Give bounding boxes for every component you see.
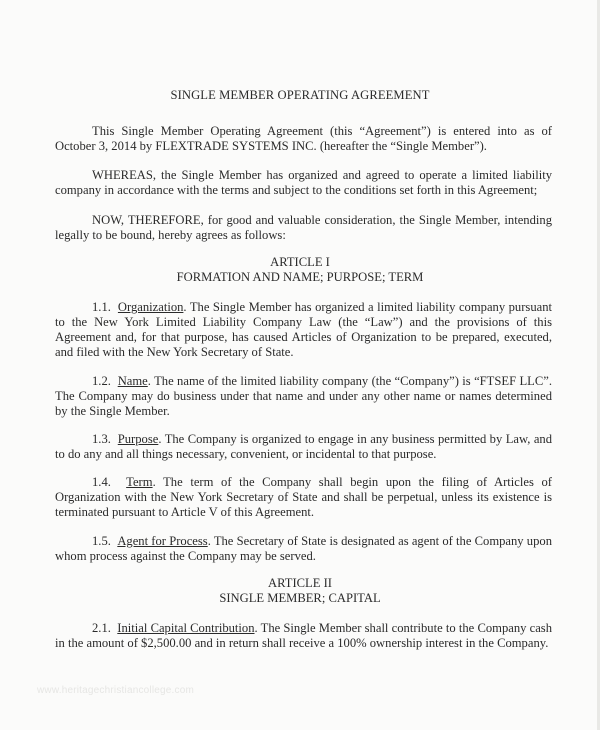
watermark: www.heritagechristiancollege.com xyxy=(37,685,195,696)
section-1-4-number: 1.4. xyxy=(92,475,111,489)
section-2-1-number: 2.1. xyxy=(92,621,111,635)
article-1-heading xyxy=(0,255,600,285)
section-1-1-heading: Organization xyxy=(117,300,184,314)
now-therefore-paragraph: NOW, THEREFORE, for good and valuable consideration, the Single Member, intending legally to be bound, hereby agrees as follows: xyxy=(55,213,552,242)
section-1-5 xyxy=(55,534,552,564)
section-1-3-text: . The Company is organized to engage in any business permitted by Law, and to do any and all things necessary, convenient, or incidental to that purpose. xyxy=(55,432,553,461)
section-2-1 xyxy=(55,621,552,651)
section-1-2-number: 1.2. xyxy=(92,374,111,388)
section-1-4-text: . The term of the Company shall begin upon the filing of Articles of Organization with the New York Secretary of State and shall be perpetual, unless its existence is terminated pursuant to Article V of this Agreement. xyxy=(55,475,552,519)
section-1-2-heading: Name xyxy=(117,374,148,388)
section-1-5-heading: Agent for Process xyxy=(117,534,208,548)
section-1-2-text: . The name of the limited liability company (the “Company”) is “FTSEF LLC”. The Company may do business under that name and under any other name or names determined by the Single Member. xyxy=(55,374,552,418)
section-1-3 xyxy=(55,432,552,462)
intro-paragraph: This Single Member Operating Agreement (this “Agreement”) is entered into as of October 3, 2014 by FLEXTRADE SYSTEMS INC. (hereafter the “Single Member”). xyxy=(55,124,552,153)
section-1-5-number: 1.5. xyxy=(92,534,111,548)
section-1-3-number: 1.3. xyxy=(92,432,111,446)
document-title: SINGLE MEMBER OPERATING AGREEMENT xyxy=(170,88,430,102)
article-1-title: FORMATION AND NAME; PURPOSE; TERM xyxy=(176,270,424,284)
article-1-number: ARTICLE I xyxy=(270,255,330,269)
whereas-paragraph: WHEREAS, the Single Member has organized and agreed to operate a limited liability company in accordance with the terms and subject to the conditions set forth in this Agreement; xyxy=(55,168,552,197)
article-2-title: SINGLE MEMBER; CAPITAL xyxy=(219,591,381,605)
article-2-number: ARTICLE II xyxy=(268,576,332,590)
section-1-5-text: . The Secretary of State is designated as agent of the Company upon whom process against the Company may be served. xyxy=(55,534,552,563)
section-2-1-text: . The Single Member shall contribute to the Company cash in the amount of $2,500.00 and in return shall receive a 100% ownership interest in the Company. xyxy=(55,621,553,650)
article-2-heading xyxy=(0,576,600,606)
section-2-1-heading: Initial Capital Contribution xyxy=(117,621,255,635)
section-1-4-heading: Term xyxy=(126,475,153,489)
section-1-2 xyxy=(55,374,552,419)
section-1-3-heading: Purpose xyxy=(117,432,159,446)
section-1-1-number: 1.1. xyxy=(92,300,111,314)
section-1-4 xyxy=(55,475,552,520)
section-1-1-text: . The Single Member has organized a limited liability company pursuant to the New York Limited Liability Company Law (the “Law”) and the provisions of this Agreement and, for that purpose, has caused Articles of Organization to be prepared, executed, and filed with the New York Secretary of State. xyxy=(55,300,552,359)
section-1-1 xyxy=(55,300,552,360)
